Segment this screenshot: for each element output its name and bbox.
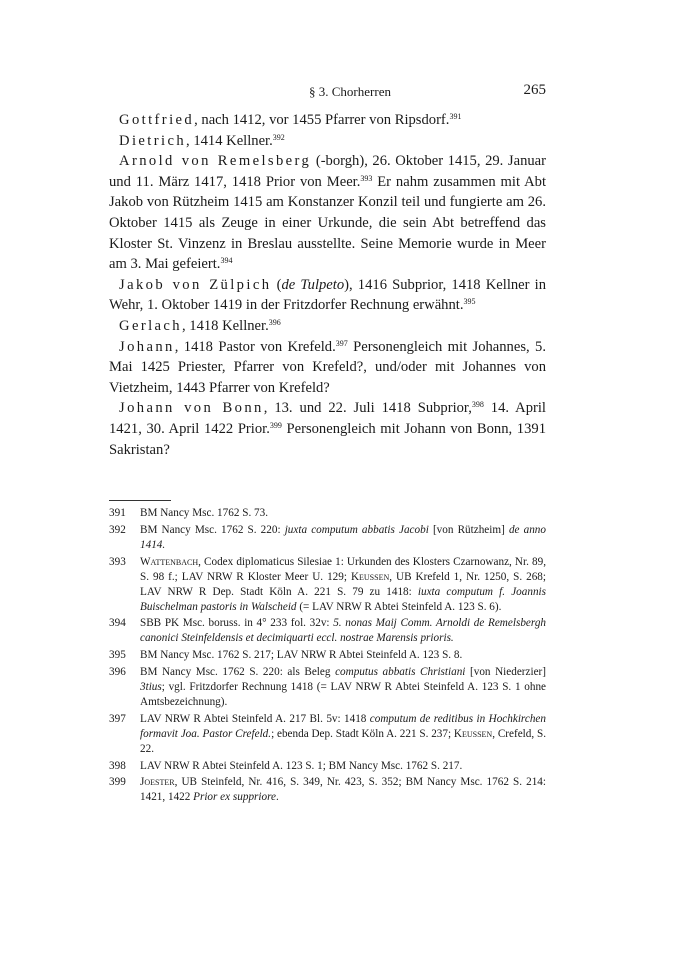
entry-text: , 13. und 22. Juli 1418 Subprior, bbox=[263, 400, 472, 417]
entry-text: , 1418 Kellner. bbox=[181, 317, 269, 334]
footnote-398 bbox=[109, 759, 546, 774]
footnote-text bbox=[140, 648, 546, 663]
footnote-ref[interactable]: 391 bbox=[449, 112, 462, 121]
entry-name: Gottfried bbox=[119, 112, 195, 128]
footnote-segment: [von Niederzier] bbox=[465, 665, 547, 678]
entry-name: Arnold von Remelsberg bbox=[119, 153, 312, 170]
footnote-number: 392 bbox=[109, 523, 126, 536]
entry-alias: de Tulpeto bbox=[281, 276, 345, 293]
entry-johann-von-bonn bbox=[109, 398, 546, 460]
footnote-ref[interactable]: 394 bbox=[220, 256, 233, 266]
footnote-segment: LAV NRW R Abtei Steinfeld A. 123 S. 1; BM Nancy Msc. 1762 S. 217. bbox=[140, 759, 463, 772]
footnote-399 bbox=[109, 775, 546, 805]
entry-text: , 1418 Pastor von Krefeld. bbox=[174, 338, 336, 355]
footnote-segment: SBB PK Msc. boruss. in 4° 233 fol. 32v: bbox=[140, 617, 334, 630]
footnote-italic: Prior ex suppriore bbox=[193, 791, 277, 804]
footnote-ref[interactable]: 397 bbox=[335, 338, 348, 348]
footnote-text bbox=[140, 616, 546, 646]
footnote-italic: 3tius bbox=[140, 680, 162, 693]
running-header-section: § 3. Chorherren bbox=[309, 84, 391, 99]
entry-text: Er nahm zusammen mit Abt Jakob von Rützheim 1415 am Konstanzer Konzil teil und fungierte am 26. Oktober 1415 als Zeuge in einer Urkunde, die sein Abt betreffend das Kloster St. Vinzenz in Breslau ausstellte. Seine Memorie wurde in Meer am 3. Mai gefeiert. bbox=[109, 173, 546, 273]
footnote-393 bbox=[109, 555, 546, 615]
footnote-text bbox=[140, 775, 546, 805]
footnote-number: 399 bbox=[109, 776, 126, 789]
footnote-number: 397 bbox=[109, 712, 126, 725]
entry-name: Dietrich bbox=[119, 132, 187, 149]
footnote-segment: , UB Krefeld 1, Nr. 1250, S. 268; LAV NRW R Dep. Stadt Köln A. 221 S. 79 zu 1418: bbox=[140, 570, 546, 598]
entry-name: Johann von Bonn bbox=[119, 400, 264, 417]
footnote-segment: , Codex diplomaticus Silesiae 1: Urkunden des Klosters Czarnowanz, Nr. 89, S. 98 f.; LAV NRW R Kloster Meer U. 129; bbox=[140, 555, 546, 583]
footnote-text bbox=[140, 506, 546, 521]
footnote-number: 395 bbox=[109, 649, 126, 662]
footnote-segment: ; ebenda Dep. Stadt Köln A. 221 S. 237; bbox=[271, 727, 454, 740]
main-text bbox=[109, 110, 546, 460]
footnote-segment: , Crefeld, S. 22. bbox=[140, 727, 546, 755]
author-name: Keussen bbox=[350, 570, 390, 583]
footnote-italic: computus abbatis Christiani bbox=[335, 665, 466, 678]
entry-name: Jakob von Zülpich bbox=[119, 276, 272, 293]
footnote-392 bbox=[109, 523, 546, 553]
footnote-text bbox=[140, 523, 546, 553]
entry-johann bbox=[109, 337, 546, 399]
entry-dietrich bbox=[109, 131, 546, 152]
entry-arnold bbox=[109, 151, 546, 275]
author-name: Joester bbox=[140, 776, 175, 789]
entry-text: , 1414 Kellner. bbox=[186, 132, 273, 149]
footnote-italic: computum de reditibus in Hochkirchen formavit Joa. Pastor Crefeld. bbox=[140, 712, 546, 740]
footnote-396 bbox=[109, 665, 546, 710]
footnote-segment: (= LAV NRW R Abtei Steinfeld A. 123 S. 6). bbox=[296, 600, 502, 613]
entry-text: 14. April 1421, 30. April 1422 Prior. bbox=[109, 400, 546, 437]
footnote-italic: de anno 1414. bbox=[140, 523, 546, 551]
entry-text: (-borgh), 26. Oktober 1415, 29. Januar und 11. März 1417, 1418 Prior von Meer. bbox=[109, 153, 546, 190]
footnote-text bbox=[140, 712, 546, 757]
entry-gottfried bbox=[109, 110, 546, 131]
footnote-divider bbox=[109, 500, 171, 501]
footnotes bbox=[109, 506, 546, 807]
footnote-394 bbox=[109, 616, 546, 646]
entry-text: , nach 1412, vor 1455 Pfarrer von Ripsdorf. bbox=[194, 112, 450, 128]
author-name: Keussen bbox=[453, 727, 493, 740]
footnote-italic: juxta computum abbatis Jacobi bbox=[284, 523, 429, 536]
footnote-segment: , UB Steinfeld, Nr. 416, S. 349, Nr. 423, S. 352; BM Nancy Msc. 1762 S. 214: 1421, 1422 bbox=[140, 776, 546, 804]
footnote-ref[interactable]: 396 bbox=[268, 317, 281, 327]
entry-name: Johann bbox=[119, 338, 175, 355]
footnote-number: 398 bbox=[109, 759, 126, 772]
footnote-text bbox=[140, 665, 546, 710]
footnote-395 bbox=[109, 648, 546, 663]
footnote-ref[interactable]: 393 bbox=[360, 173, 373, 183]
footnote-number: 393 bbox=[109, 555, 126, 568]
footnote-ref[interactable]: 398 bbox=[471, 400, 484, 410]
page-number: 265 bbox=[523, 82, 546, 98]
footnote-segment: ; vgl. Fritzdorfer Rechnung 1418 (= LAV NRW R Abtei Steinfeld A. 123 S. 1 ohne Amtsbezeichnung). bbox=[140, 680, 546, 708]
footnote-ref[interactable]: 399 bbox=[269, 420, 282, 430]
footnote-segment: BM Nancy Msc. 1762 S. 220: bbox=[140, 523, 285, 536]
footnote-segment: BM Nancy Msc. 1762 S. 217; LAV NRW R Abtei Steinfeld A. 123 S. 8. bbox=[140, 649, 463, 662]
footnote-number: 396 bbox=[109, 665, 126, 678]
footnote-segment: BM Nancy Msc. 1762 S. 220: als Beleg bbox=[140, 665, 336, 678]
footnote-397 bbox=[109, 712, 546, 757]
entry-text: ( bbox=[271, 276, 282, 293]
entry-text: ), 1416 Subprior, 1418 Kellner in Wehr, 1. Oktober 1419 in der Fritzdorfer Rechnung erwähnt. bbox=[109, 276, 547, 314]
footnote-segment: . bbox=[276, 791, 279, 804]
entry-gerlach bbox=[109, 316, 546, 337]
footnote-italic: 5. nonas Maij Comm. Arnoldi de Remelsbergh canonici Steinfeldensis et decimiquarti eccl. nostrae Marensis prioris. bbox=[140, 617, 547, 645]
footnote-text bbox=[140, 759, 546, 774]
author-name: Wattenbach bbox=[140, 555, 199, 568]
entry-name: Gerlach bbox=[119, 317, 182, 334]
footnote-segment: LAV NRW R Abtei Steinfeld A. 217 Bl. 5v: 1418 bbox=[140, 712, 370, 725]
footnote-391 bbox=[109, 506, 546, 521]
footnote-text bbox=[140, 555, 546, 615]
entry-text: Personengleich mit Johann von Bonn, 1391 Sakristan? bbox=[109, 420, 546, 458]
footnote-number: 391 bbox=[109, 507, 126, 519]
footnote-segment: BM Nancy Msc. 1762 S. 73. bbox=[140, 507, 269, 519]
entry-jakob bbox=[109, 275, 546, 316]
entry-text: Personengleich mit Johannes, 5. Mai 1425 Priester, Pfarrer von Krefeld?, und/oder mit Johannes von Vietzheim, 1443 Pfarrer von Krefeld? bbox=[109, 338, 546, 396]
footnote-ref[interactable]: 392 bbox=[272, 132, 285, 142]
footnote-ref[interactable]: 395 bbox=[463, 297, 476, 307]
footnote-italic: iuxta computum f. Joannis Buischelman pastoris in Walscheid bbox=[140, 585, 547, 613]
footnote-segment: [von Rützheim] bbox=[428, 523, 509, 536]
footnote-number: 394 bbox=[109, 617, 126, 630]
